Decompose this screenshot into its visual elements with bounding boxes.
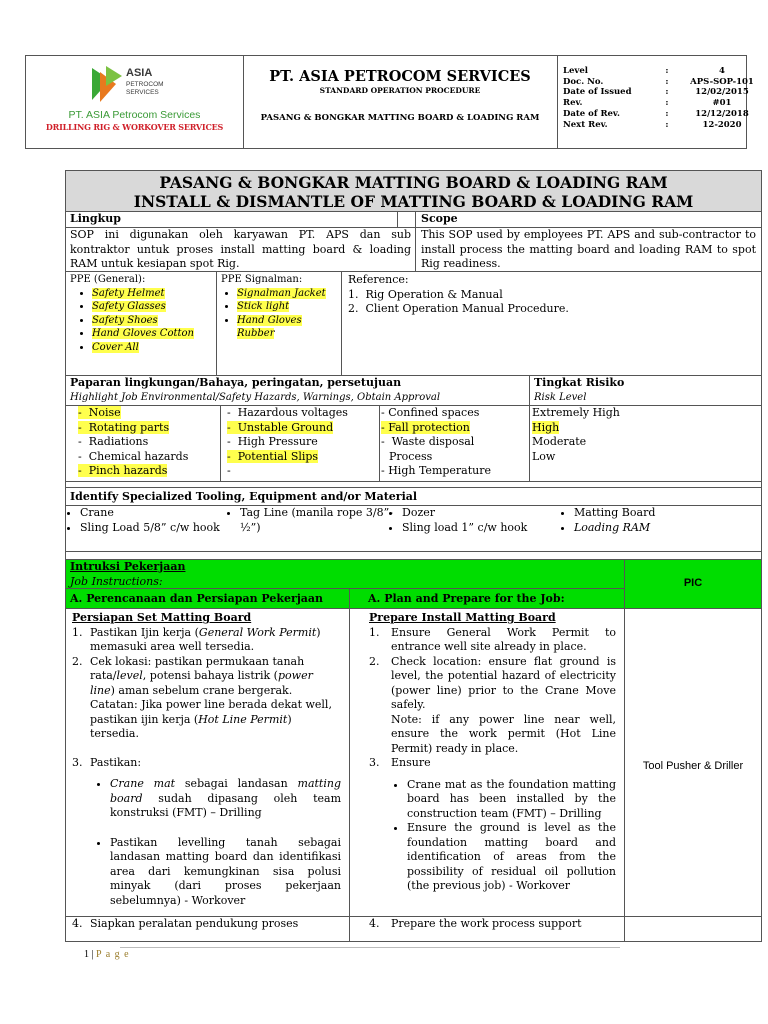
- meta-key: Date of Issued: [563, 87, 632, 98]
- sop-title: [66, 171, 761, 212]
- sop-title-line2: INSTALL & DISMANTLE OF MATTING BOARD & LOADING RAM: [133, 192, 694, 211]
- meta-value: 12-2020: [702, 119, 742, 130]
- title-cell: [243, 56, 558, 148]
- ppe-general-item: [92, 327, 212, 341]
- hazard-item: [78, 421, 220, 436]
- meta-row: [563, 109, 767, 120]
- company-division: DRILLING RIG & WORKOVER SERVICES: [45, 122, 224, 132]
- reference-text: Rig Operation & Manual: [365, 287, 503, 301]
- step-item: [72, 917, 343, 932]
- hazard-item: [381, 421, 529, 436]
- meta-list: [563, 66, 767, 130]
- tooling-item: • Matting Board: [574, 506, 724, 521]
- hazards-col-3: [380, 406, 530, 482]
- company-title: PT. ASIA PETROCOM SERVICES: [269, 68, 531, 85]
- tooling-item: • Crane: [80, 506, 240, 521]
- page-number: 1: [84, 949, 89, 960]
- step-4-id: [66, 917, 350, 941]
- step-text: Ensure General Work Permit to entrance well site already in place.: [391, 625, 616, 653]
- meta-colon: :: [665, 87, 669, 98]
- reference-label: Reference:: [348, 273, 409, 286]
- step-item: [369, 655, 616, 757]
- step-item: [369, 626, 616, 655]
- hazard-item: [227, 406, 379, 421]
- ppe-signalman-label: PPE Signalman:: [221, 274, 303, 285]
- tooling-col-4: [552, 506, 724, 535]
- meta-key: Next Rev.: [563, 119, 608, 130]
- ppe-general-item: [92, 314, 212, 328]
- risk-level-item: Extremely High: [532, 406, 620, 419]
- meta-key: Doc. No.: [563, 76, 604, 87]
- step-number: 3.: [72, 755, 83, 769]
- bullet-item: • Crane mat as the foundation matting board has been installed by the construction team (FMT) – Drilling: [407, 778, 616, 822]
- risk-label: Tingkat Risiko: [534, 376, 625, 389]
- document-header: [25, 55, 754, 149]
- ppe-signalman-text: Signalman Jacket: [237, 287, 326, 299]
- hazard-item: [78, 464, 220, 479]
- meta-row: [563, 66, 767, 77]
- scope-spacer: [398, 212, 416, 228]
- bullet-item: • Ensure the ground is level as the foundation matting board and identification of areas from the possibility of residual oil pollution (the previous job) - Workover: [407, 821, 616, 894]
- tooling-item: • Tag Line (manila rope 3/8”- ½”): [240, 506, 400, 535]
- step-text: Siapkan peralatan pendukung proses: [90, 917, 299, 930]
- step-text: Pastikan Ijin kerja (General Work Permit) memasuki area well tersedia.: [90, 625, 321, 653]
- step-text: Pastikan:: [90, 755, 142, 769]
- hazard-item: [381, 464, 529, 479]
- step-item: [72, 626, 341, 655]
- hazards-col-1: [66, 406, 221, 482]
- pic-header: PIC: [625, 560, 761, 609]
- hazard-item: [227, 421, 379, 436]
- meta-key: Level: [563, 66, 588, 76]
- hazard-item: [78, 450, 220, 465]
- ppe-signalman-text: Hand Gloves Rubber: [237, 314, 302, 339]
- instructions-label-en: Job Instructions:: [70, 574, 163, 588]
- step-number: 2.: [72, 654, 83, 668]
- tooling-list: [66, 506, 761, 552]
- step-number: 4.: [369, 917, 380, 930]
- sop-table: [65, 170, 762, 942]
- step-number: 3.: [369, 756, 380, 769]
- hazard-text: -: [227, 464, 238, 477]
- hazards-label-id: Paparan lingkungan/Bahaya, peringatan, persetujuan: [70, 376, 402, 389]
- meta-row: [563, 120, 767, 131]
- step-text: Cek lokasi: pastikan permukaan tanah rata/level, potensi bahaya listrik (power line) aman sebelum crane bergerak. Catatan: Jika power line berada dekat well, pastikan ijin kerja (Hot Line Permit) tersedia.: [90, 654, 332, 740]
- bullet-item: • Pastikan levelling tanah sebagai landasan matting board dan identifikasi area dari kemungkinan sisa polusi minyak (dari proses pekerjaan sebelumnya) - Workover: [110, 836, 341, 909]
- ppe-general-item: [92, 341, 212, 355]
- ppe-general-label: PPE (General):: [70, 274, 146, 285]
- instructions-en: [350, 609, 625, 917]
- hazard-item: [78, 435, 220, 450]
- hazard-text: - Waste disposal Process: [381, 435, 475, 463]
- footer-rule: [120, 947, 620, 948]
- meta-key: Date of Rev.: [563, 108, 620, 119]
- step-item: [72, 655, 341, 742]
- step-text: Check location: ensure flat ground is level, the potential hazard of electricity (power line) prior to the Crane Move safely. Note: if any power line near well, ensure the work permit (Hot Line Permit) ready in place.: [391, 654, 616, 755]
- hazards-header: [66, 376, 530, 406]
- ppe-general-text: Safety Shoes: [92, 314, 158, 326]
- reference-block: [342, 272, 761, 376]
- step-item: [72, 756, 341, 771]
- reference-item: 1. Rig Operation & Manual: [348, 287, 503, 301]
- hazard-item: [381, 406, 529, 421]
- pic-value: Tool Pusher & Driller: [625, 609, 761, 917]
- spacer-row-2: [66, 552, 761, 560]
- hazard-text: - Radiations: [78, 435, 149, 448]
- ppe-general-text: Safety Helmet: [92, 287, 165, 299]
- hazards-label-en: Highlight Job Environmental/Safety Hazards, Warnings, Obtain Approval: [70, 391, 441, 403]
- hazard-text: - Hazardous voltages: [227, 406, 348, 419]
- ppe-general-list: [70, 287, 212, 355]
- meta-value: 12/02/2015: [695, 87, 749, 98]
- risk-level-item: Low: [532, 449, 556, 463]
- ppe-general-text: Cover All: [92, 341, 139, 353]
- logo-text-3: SERVICES: [126, 89, 159, 96]
- meta-row: [563, 77, 767, 88]
- section-a-en: A. Plan and Prepare for the Job:: [350, 589, 625, 609]
- page-label: P a g e: [96, 949, 130, 960]
- document-type: STANDARD OPERATION PROCEDURE: [319, 86, 481, 95]
- ppe-general: [66, 272, 217, 376]
- ppe-general-item: [92, 287, 212, 301]
- company-logo: [86, 62, 182, 106]
- hazard-item: [227, 450, 379, 465]
- instructions-header: [66, 560, 625, 589]
- step-3-bullets-en: [369, 778, 616, 894]
- scope-label-en: Scope: [416, 212, 761, 228]
- ppe-signalman-item: [237, 314, 337, 341]
- risk-label-en: Risk Level: [534, 391, 587, 403]
- hazard-item: [381, 435, 489, 464]
- procedure-title: PASANG & BONGKAR MATTING BOARD & LOADING RAM: [260, 113, 540, 123]
- scope-text-id: SOP ini digunakan oleh karyawan PT. APS dan sub kontraktor untuk proses install matting board & loading RAM untuk kesiapan spot Rig.: [66, 228, 416, 272]
- hazard-text: - Chemical hazards: [78, 449, 189, 463]
- ppe-signalman-list: [221, 287, 337, 341]
- hazard-text: - Confined spaces: [381, 406, 480, 419]
- bullet-item: • Crane mat sebagai landasan matting board sudah dipasang oleh team konstruksi (FMT) – Drilling: [110, 777, 341, 821]
- ppe-general-item: [92, 300, 212, 314]
- step-number: 1.: [369, 625, 380, 639]
- step-number: 2.: [369, 654, 380, 668]
- ppe-general-text: Safety Glasses: [92, 301, 166, 312]
- company-name: PT. ASIA Petrocom Services: [68, 109, 201, 121]
- hazard-text: - Unstable Ground: [227, 420, 334, 434]
- hazard-text: - High Temperature: [381, 464, 492, 477]
- tooling-item: • Sling load 1” c/w hook: [402, 521, 552, 536]
- meta-colon: :: [665, 76, 669, 87]
- meta-cell: [557, 56, 754, 148]
- meta-value: 12/12/2018: [695, 108, 749, 119]
- step-number: 4.: [72, 917, 83, 930]
- reference-item: 2. Client Operation Manual Procedure.: [348, 302, 569, 315]
- meta-colon: :: [665, 98, 669, 109]
- subsection-id: Persiapan Set Matting Board: [72, 611, 252, 624]
- ppe-general-text: Hand Gloves Cotton: [92, 328, 194, 339]
- hazard-item: [78, 406, 220, 421]
- reference-text: Client Operation Manual Procedure.: [365, 302, 569, 315]
- scope-text-en: This SOP used by employees PT. APS and sub-contractor to install process the matting board and loading RAM to spot Rig readiness.: [416, 228, 761, 272]
- tooling-item: • Loading RAM: [574, 521, 724, 536]
- meta-value: 4: [719, 66, 725, 76]
- meta-key: Rev.: [563, 98, 583, 109]
- step-4-en: [350, 917, 625, 941]
- ppe-signalman-item: [237, 287, 337, 301]
- ppe-signalman-text: Stick light: [237, 301, 290, 312]
- risk-level-item: Moderate: [532, 435, 587, 448]
- risk-header: [530, 376, 761, 406]
- meta-colon: :: [665, 66, 669, 76]
- hazard-text: - Pinch hazards: [78, 464, 168, 477]
- meta-value: #01: [712, 98, 732, 109]
- step-item: [369, 917, 616, 932]
- risk-level-item: [532, 421, 761, 436]
- logo-text-2: PETROCOM: [126, 81, 164, 88]
- step-3-bullets: [72, 777, 341, 908]
- hazard-text: - Fall protection: [381, 420, 470, 434]
- tooling-item: • Sling Load 5/8” c/w hook: [80, 521, 240, 536]
- meta-value: APS-SOP-101: [690, 76, 754, 87]
- scope-label-id: Lingkup: [66, 212, 398, 228]
- tooling-item: • Dozer: [402, 506, 552, 521]
- tooling-col-3: [380, 506, 552, 535]
- step-text: Prepare the work process support: [391, 917, 582, 930]
- ppe-signalman-item: [237, 300, 337, 314]
- step-number: 1.: [72, 625, 83, 639]
- hazard-item: [227, 464, 379, 479]
- tooling-col-2: [218, 506, 400, 535]
- logo-cell: [26, 56, 244, 148]
- meta-colon: :: [665, 119, 669, 130]
- hazard-text: - Rotating parts: [78, 420, 170, 434]
- step-text: Ensure: [391, 756, 431, 769]
- instructions-label-id: Intruksi Pekerjaan: [70, 560, 186, 573]
- risk-level-text: High: [532, 420, 560, 434]
- instructions-id: [66, 609, 350, 917]
- step-4-pic: [625, 917, 761, 941]
- meta-row: [563, 98, 767, 109]
- hazard-text: - High Pressure: [227, 435, 318, 448]
- ppe-signalman: [217, 272, 342, 376]
- page-separator: |: [91, 949, 97, 960]
- sop-title-line1: PASANG & BONGKAR MATTING BOARD & LOADING RAM: [159, 173, 668, 192]
- section-a-id: A. Perencanaan dan Persiapan Pekerjaan: [66, 589, 350, 609]
- tooling-col-1: [58, 506, 240, 535]
- subsection-en: Prepare Install Matting Board: [369, 611, 556, 624]
- risk-levels: [530, 406, 761, 482]
- hazard-text: - Potential Slips: [227, 449, 319, 463]
- hazard-item: [227, 435, 379, 450]
- step-item: [369, 756, 616, 771]
- page-footer: [84, 949, 130, 960]
- tooling-label: Identify Specialized Tooling, Equipment and/or Material: [66, 488, 761, 506]
- hazards-col-2: [221, 406, 380, 482]
- meta-colon: :: [665, 108, 669, 119]
- logo-text-1: ASIA: [126, 67, 153, 79]
- meta-row: [563, 87, 767, 98]
- hazard-text: - Noise: [78, 406, 121, 419]
